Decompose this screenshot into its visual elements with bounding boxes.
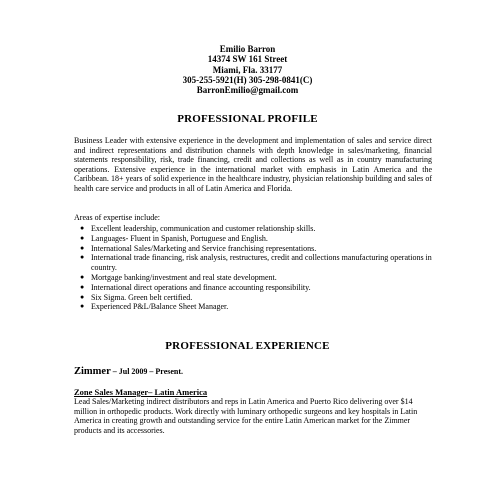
list-item: ● Six Sigma. Green belt certified. [80, 292, 193, 302]
phone-numbers: 305-255-5921(H) 305-298-0841(C) [182, 74, 313, 85]
job-company-line [74, 366, 183, 377]
experience-heading: PROFESSIONAL EXPERIENCE [165, 340, 330, 352]
job-description: Lead Sales/Marketing indirect distributors and reps in Latin America and Puerto Rico delivering over $14 million in orthopedic products. Work directly with luminary orthopedic surgeons and key hospitals in Latin America in creating growth and outstanding service for the entire Latin American market for the Zimmer products and its accessories. [74, 397, 418, 435]
street-address: 14374 SW 161 Street [207, 54, 288, 65]
company-name: Zimmer [74, 366, 111, 377]
bullet-icon: ● [80, 233, 85, 242]
applicant-name: Emilio Barron [219, 44, 276, 54]
list-item: ● Excellent leadership, communication and customer relationship skills. [80, 224, 316, 233]
contact-header [0, 44, 495, 95]
bullet-icon: ● [80, 272, 85, 281]
profile-heading: PROFESSIONAL PROFILE [177, 113, 318, 125]
list-item: ● International Sales/Marketing and Service franchising representations. [80, 243, 317, 253]
bullet-icon: ● [80, 282, 85, 291]
expertise-label: Areas of expertise include: [74, 213, 160, 222]
email-address: BarronEmilio@gmail.com [196, 85, 299, 96]
bullet-icon: ● [80, 243, 85, 252]
city-address: Miami, Fla. 33177 [212, 64, 283, 75]
bullet-icon: ● [80, 253, 85, 262]
bullet-icon: ● [80, 302, 85, 311]
bullet-icon: ● [80, 224, 85, 232]
profile-summary: Business Leader with extensive experience in the development and implementation of sales and service direct and indirect representations and distribution channels with depth knowledge in sales/marketing, financial statements responsibility, risk, trade financing, credit and collections as well as in country manufacturing operations. Extensive experience in the international market with emphasis in Latin America and the Caribbean. 18+ years of solid experience in the healthcare industry, physician relationship building and sales of health care service and products in all of Latin America and Florida. [74, 136, 432, 193]
list-item: ● Experienced P&L/Balance Sheet Manager. [80, 302, 229, 312]
list-item: ● Languages- Fluent in Spanish, Portuguese and English. [80, 233, 268, 243]
expertise-list [74, 224, 444, 312]
job-dates: – Jul 2009 – Present. [110, 367, 184, 376]
list-item: ● Mortgage banking/investment and real state development. [80, 272, 277, 282]
job-title: Zone Sales Manager– Latin America [74, 387, 208, 397]
list-item: ● International trade financing, risk analysis, restructures, credit and collections manufacturing operations in country. [80, 253, 432, 273]
list-item: ● International direct operations and finance accounting responsibility. [80, 282, 311, 292]
bullet-icon: ● [80, 292, 85, 301]
